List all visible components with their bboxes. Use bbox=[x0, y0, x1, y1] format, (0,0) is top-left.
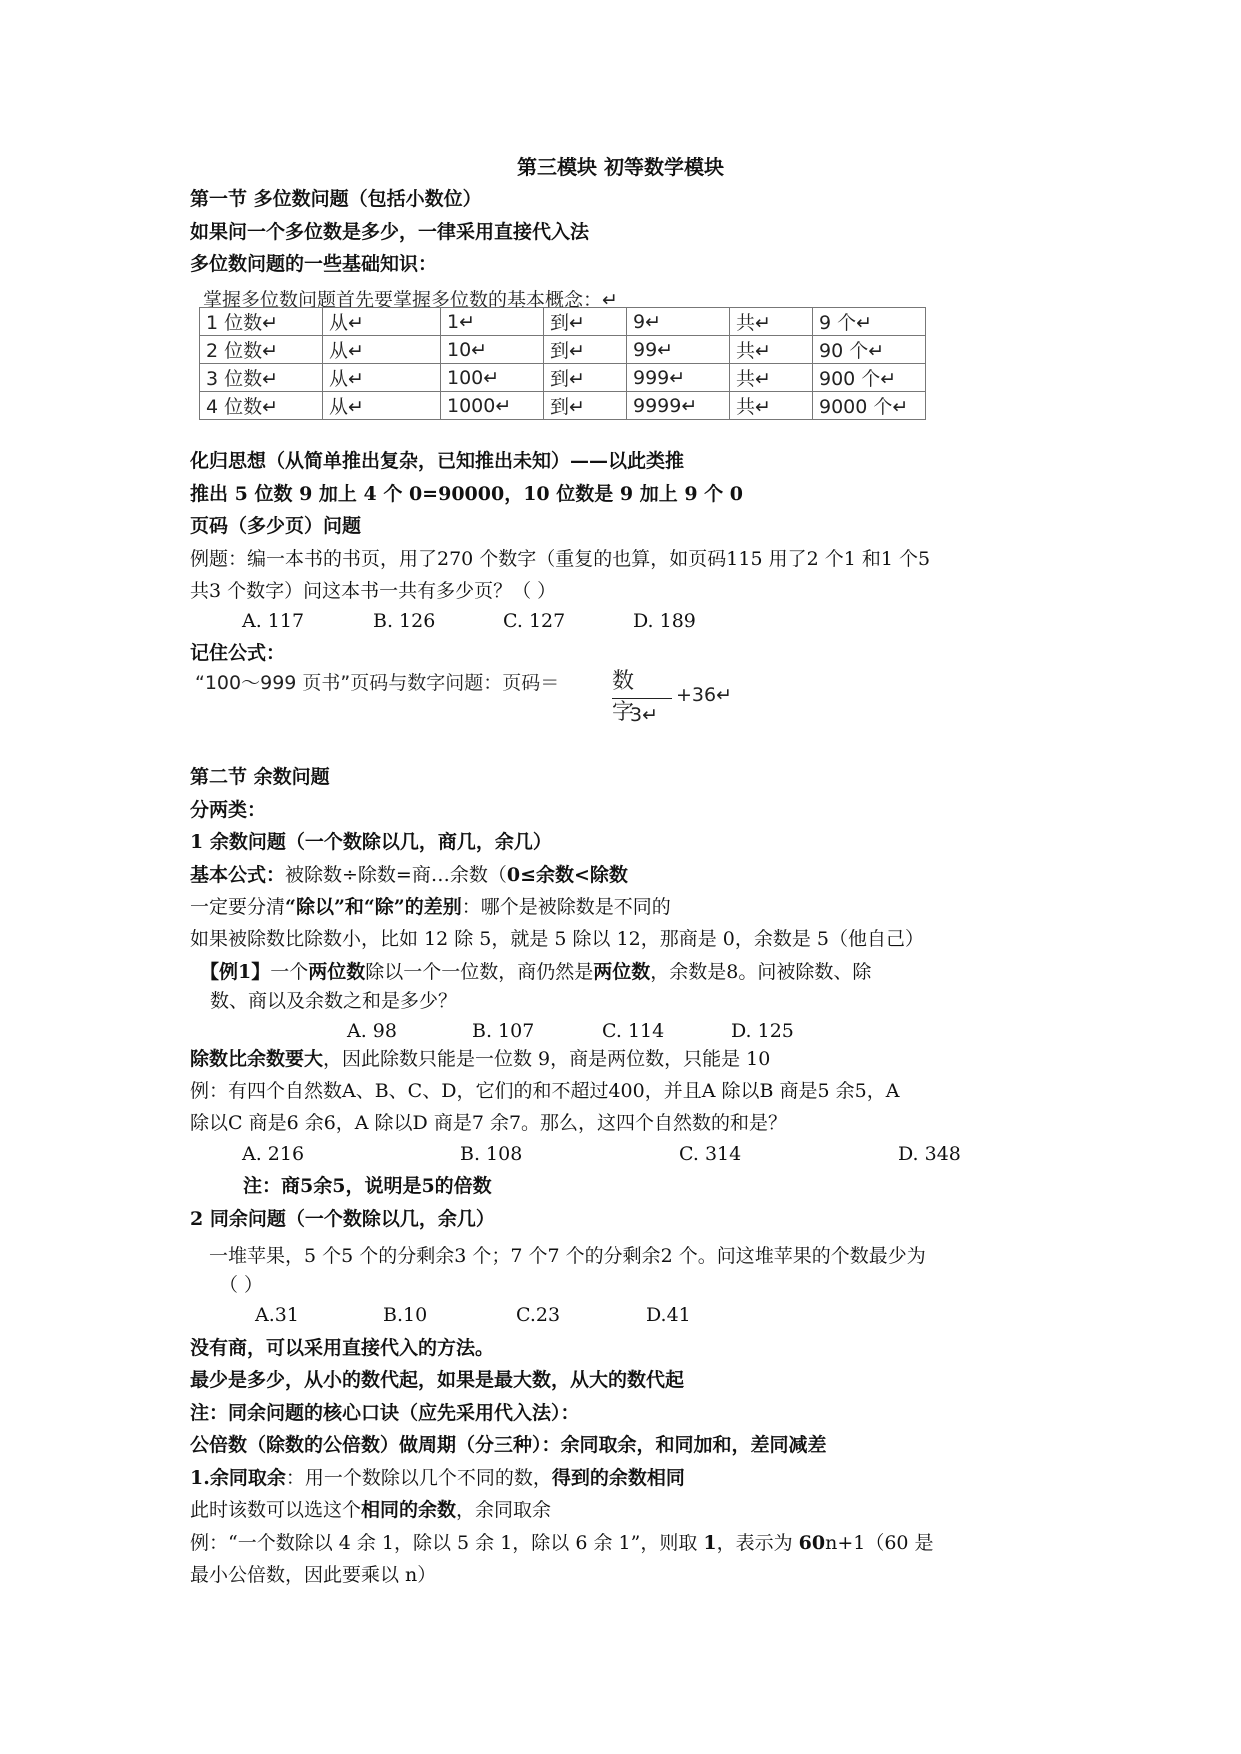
text: 【例1】 bbox=[200, 961, 271, 983]
text-line: 最小公倍数，因此要乘以 n） bbox=[190, 1564, 437, 1586]
text-line: 如果问一个多位数是多少，一律采用直接代入法 bbox=[190, 221, 590, 243]
text: 1 bbox=[703, 1532, 717, 1554]
text: “除以”和“除”的差别 bbox=[285, 896, 462, 918]
text-line: 推出 5 位数 9 加上 4 个 0=90000，10 位数是 9 加上 9 个 0 bbox=[190, 483, 743, 505]
table-row bbox=[200, 308, 926, 336]
text-line: 2 同余问题（一个数除以几，余几） bbox=[190, 1208, 495, 1230]
table-caption: 掌握多位数问题首先要掌握多位数的基本概念：↵ bbox=[203, 289, 618, 311]
example-text: 除以C 商是6 余6，A 除以D 商是7 余7。那么，这四个自然数的和是？ bbox=[190, 1112, 788, 1134]
table-cell: 1000↵ bbox=[441, 392, 544, 420]
text: ：用一个数除以几个不同的数， bbox=[285, 1467, 552, 1489]
option: A.31 bbox=[255, 1304, 299, 1326]
table-cell: 从↵ bbox=[323, 392, 441, 420]
text: 此时该数可以选这个 bbox=[190, 1499, 362, 1521]
option: C. 114 bbox=[602, 1020, 665, 1042]
table-cell: 从↵ bbox=[323, 308, 441, 336]
text: ：哪个是被除数是不同的 bbox=[461, 896, 671, 918]
option: A. 98 bbox=[347, 1020, 397, 1042]
text: 两位数 bbox=[593, 961, 651, 983]
option: D. 348 bbox=[898, 1143, 961, 1165]
option: D.41 bbox=[646, 1304, 691, 1326]
text-line bbox=[190, 1530, 934, 1556]
table-cell: 1↵ bbox=[441, 308, 544, 336]
text-line: 分两类： bbox=[190, 799, 267, 821]
text: ，余同取余 bbox=[456, 1499, 552, 1521]
table-cell: 10↵ bbox=[441, 336, 544, 364]
text-line: 页码（多少页）问题 bbox=[190, 515, 362, 537]
text-line bbox=[190, 862, 628, 888]
table-cell: 从↵ bbox=[323, 364, 441, 392]
text: 1.余同取余 bbox=[190, 1467, 286, 1489]
option: B. 108 bbox=[460, 1143, 523, 1165]
fraction-bar bbox=[612, 698, 672, 699]
example-text: 数、商以及余数之和是多少？ bbox=[210, 990, 458, 1012]
table-cell: 999↵ bbox=[627, 364, 730, 392]
example-text: 例题：编一本书的书页，用了270 个数字（重复的也算，如页码115 用了2 个1 和1 个5 bbox=[190, 548, 931, 570]
table-cell: 共↵ bbox=[730, 336, 813, 364]
example-text bbox=[200, 959, 871, 985]
text: 除数比余数要大 bbox=[190, 1048, 324, 1070]
example-text: 一堆苹果，5 个5 个的分剩余3 个；7 个7 个的分剩余2 个。问这堆苹果的个数最少为 bbox=[209, 1245, 926, 1267]
formula-text: “100～999 页书”页码与数字问题：页码＝ bbox=[195, 672, 560, 694]
text-line: 注：同余问题的核心口诀（应先采用代入法）： bbox=[190, 1402, 580, 1424]
table-cell: 到↵ bbox=[544, 364, 627, 392]
text: 被除数÷除数=商…余数（ bbox=[285, 864, 507, 886]
table-cell: 2 位数↵ bbox=[200, 336, 323, 364]
example-text: （ ） bbox=[219, 1274, 264, 1296]
option: B.10 bbox=[383, 1304, 428, 1326]
text-line: 如果被除数比除数小，比如 12 除 5，就是 5 除以 12，那商是 0，余数是 5（他自己） bbox=[190, 928, 925, 950]
option: D. 125 bbox=[731, 1020, 794, 1042]
option: C.23 bbox=[516, 1304, 561, 1326]
section1-heading: 第一节 多位数问题（包括小数位） bbox=[190, 188, 482, 210]
option: C. 127 bbox=[503, 610, 566, 632]
text-line: 化归思想（从简单推出复杂，已知推出未知）——以此类推 bbox=[190, 450, 685, 472]
option: A. 216 bbox=[242, 1143, 305, 1165]
page-title: 第三模块 初等数学模块 bbox=[517, 155, 724, 179]
text: 两位数 bbox=[308, 961, 366, 983]
text-line: 多位数问题的一些基础知识： bbox=[190, 253, 438, 275]
text-line bbox=[190, 1497, 551, 1523]
table-cell: 共↵ bbox=[730, 364, 813, 392]
formula-plus: +36↵ bbox=[676, 684, 733, 706]
table-cell: 到↵ bbox=[544, 336, 627, 364]
text-line: 公倍数（除数的公倍数）做周期（分三种）：余同取余，和同加和，差同减差 bbox=[190, 1434, 827, 1456]
text-line: 最少是多少，从小的数代起，如果是最大数，从大的数代起 bbox=[190, 1369, 685, 1391]
text: 例：“一个数除以 4 余 1，除以 5 余 1，除以 6 余 1”，则取 bbox=[190, 1532, 704, 1554]
text: 60 bbox=[798, 1532, 826, 1554]
table-cell: 9999↵ bbox=[627, 392, 730, 420]
fraction-denominator: 3↵ bbox=[630, 704, 659, 726]
table-cell: 1 位数↵ bbox=[200, 308, 323, 336]
text: 0≤余数<除数 bbox=[506, 864, 628, 886]
table-cell: 到↵ bbox=[544, 392, 627, 420]
note: 注：商5余5，说明是5的倍数 bbox=[243, 1175, 492, 1197]
text: ，表示为 bbox=[716, 1532, 799, 1554]
table-row bbox=[200, 336, 926, 364]
fraction-numerator: 数字 bbox=[612, 669, 635, 725]
option: B. 107 bbox=[472, 1020, 535, 1042]
example-text: 共3 个数字）问这本书一共有多少页？（ ） bbox=[190, 580, 557, 602]
text: 相同的余数 bbox=[361, 1499, 457, 1521]
text: 除以一个一位数，商仍然是 bbox=[365, 961, 594, 983]
text-line bbox=[190, 1465, 685, 1491]
table-cell: 90 个↵ bbox=[813, 336, 926, 364]
text-line: 没有商，可以采用直接代入的方法。 bbox=[190, 1337, 495, 1359]
table-cell: 900 个↵ bbox=[813, 364, 926, 392]
table-cell: 100↵ bbox=[441, 364, 544, 392]
text: 一定要分清 bbox=[190, 896, 286, 918]
option: B. 126 bbox=[373, 610, 436, 632]
label: 基本公式： bbox=[190, 864, 286, 886]
text-line bbox=[190, 1046, 770, 1072]
table-cell: 9↵ bbox=[627, 308, 730, 336]
table-cell: 从↵ bbox=[323, 336, 441, 364]
text-line: 1 余数问题（一个数除以几，商几，余几） bbox=[190, 831, 552, 853]
text: ，因此除数只能是一位数 9，商是两位数，只能是 10 bbox=[323, 1048, 771, 1070]
table-cell: 共↵ bbox=[730, 392, 813, 420]
example-text: 例：有四个自然数A、B、C、D，它们的和不超过400，并且A 除以B 商是5 余5，A bbox=[190, 1080, 900, 1102]
table-row bbox=[200, 392, 926, 420]
table-row bbox=[200, 364, 926, 392]
table-cell: 9 个↵ bbox=[813, 308, 926, 336]
text-line bbox=[190, 894, 671, 920]
table-cell: 3 位数↵ bbox=[200, 364, 323, 392]
table-cell: 9000 个↵ bbox=[813, 392, 926, 420]
option: A. 117 bbox=[242, 610, 305, 632]
text: 得到的余数相同 bbox=[551, 1467, 685, 1489]
text: 一个 bbox=[270, 961, 309, 983]
option: D. 189 bbox=[633, 610, 696, 632]
table-cell: 4 位数↵ bbox=[200, 392, 323, 420]
text: ，余数是8。问被除数、除 bbox=[650, 961, 872, 983]
table-cell: 到↵ bbox=[544, 308, 627, 336]
text: n+1（60 是 bbox=[825, 1532, 934, 1554]
table-cell: 共↵ bbox=[730, 308, 813, 336]
table-cell: 99↵ bbox=[627, 336, 730, 364]
section2-heading: 第二节 余数问题 bbox=[190, 766, 330, 788]
option: C. 314 bbox=[679, 1143, 742, 1165]
text-line: 记住公式： bbox=[190, 642, 286, 664]
digits-table bbox=[199, 307, 926, 420]
